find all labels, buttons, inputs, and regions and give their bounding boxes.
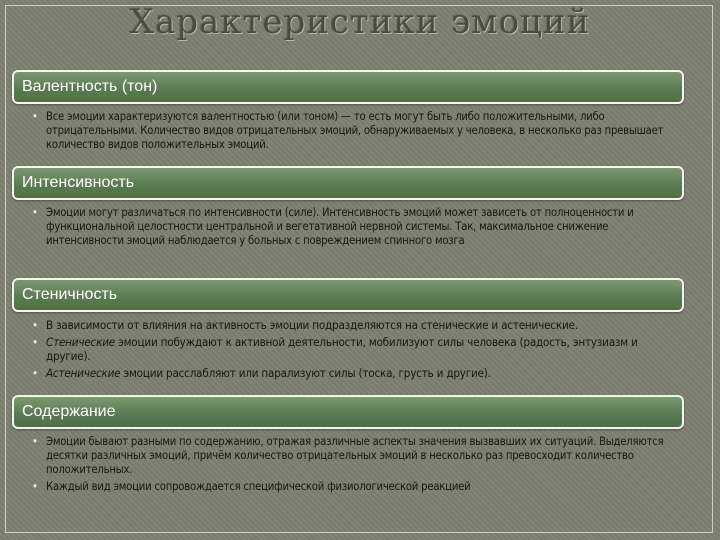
bullet-dot: • (32, 366, 38, 380)
section-header-sthenic: Стеничность (12, 278, 684, 312)
bullet-term: Стенические (46, 335, 115, 349)
section-header-intensity: Интенсивность (12, 166, 684, 200)
bullet-dot: • (32, 335, 38, 349)
bullet-item (32, 366, 672, 380)
section-body-content (32, 435, 672, 494)
bullet-text: эмоции побуждают к активной деятельности, мобилизуют силы человека (радость, энтузиазм и другие). (46, 335, 638, 363)
bullet-text: Эмоции бывают разными по содержанию, отражая различные аспекты значения вызвавших их ситуаций. Выделяются десятки различных эмоций, причём количество отрицательных эмоций в несколько раз превосходит количество положительных. (46, 435, 664, 476)
bullet-text: Все эмоции характеризуются валентностью (или тоном) — то есть могут быть либо положительными, либо отрицательными. Количество видов отрицательных эмоций, обнаруживаемых у человека, в несколько раз превышает количество видов положительных эмоций. (46, 110, 664, 151)
section-body-intensity (32, 206, 672, 248)
bullet-item (32, 480, 672, 494)
section-body-valence (32, 110, 672, 152)
bullet-item (32, 110, 672, 152)
section-header-valence: Валентность (тон) (12, 70, 684, 104)
bullet-dot: • (32, 435, 38, 448)
bullet-text: Каждый вид эмоции сопровождается специфической физиологической реакцией (46, 480, 471, 493)
bullet-text: Эмоции могут различаться по интенсивности (силе). Интенсивность эмоций может зависеть от полноценности и функциональной целостности центральной и вегетативной нервной системы. Так, максимальное снижение интенсивности эмоций наблюдается у больных с повреждением спинного мозга (46, 206, 634, 247)
bullet-dot: • (32, 480, 38, 493)
slide-title: Характеристики эмоций (129, 2, 591, 42)
bullet-text: эмоции расслабляют или парализуют силы (тоска, грусть и другие). (120, 366, 491, 380)
bullet-item (32, 318, 672, 332)
bullet-dot: • (32, 110, 38, 123)
bullet-item (32, 435, 672, 477)
bullet-item (32, 206, 672, 248)
bullet-term: Астенические (46, 366, 121, 380)
bullet-item (32, 335, 672, 363)
bullet-dot: • (32, 206, 38, 219)
bullet-dot: • (32, 318, 38, 332)
section-header-content: Содержание (12, 395, 684, 429)
section-body-sthenic (32, 318, 672, 380)
bullet-text: В зависимости от влияния на активность эмоции подразделяются на стенические и астенические. (46, 318, 578, 332)
